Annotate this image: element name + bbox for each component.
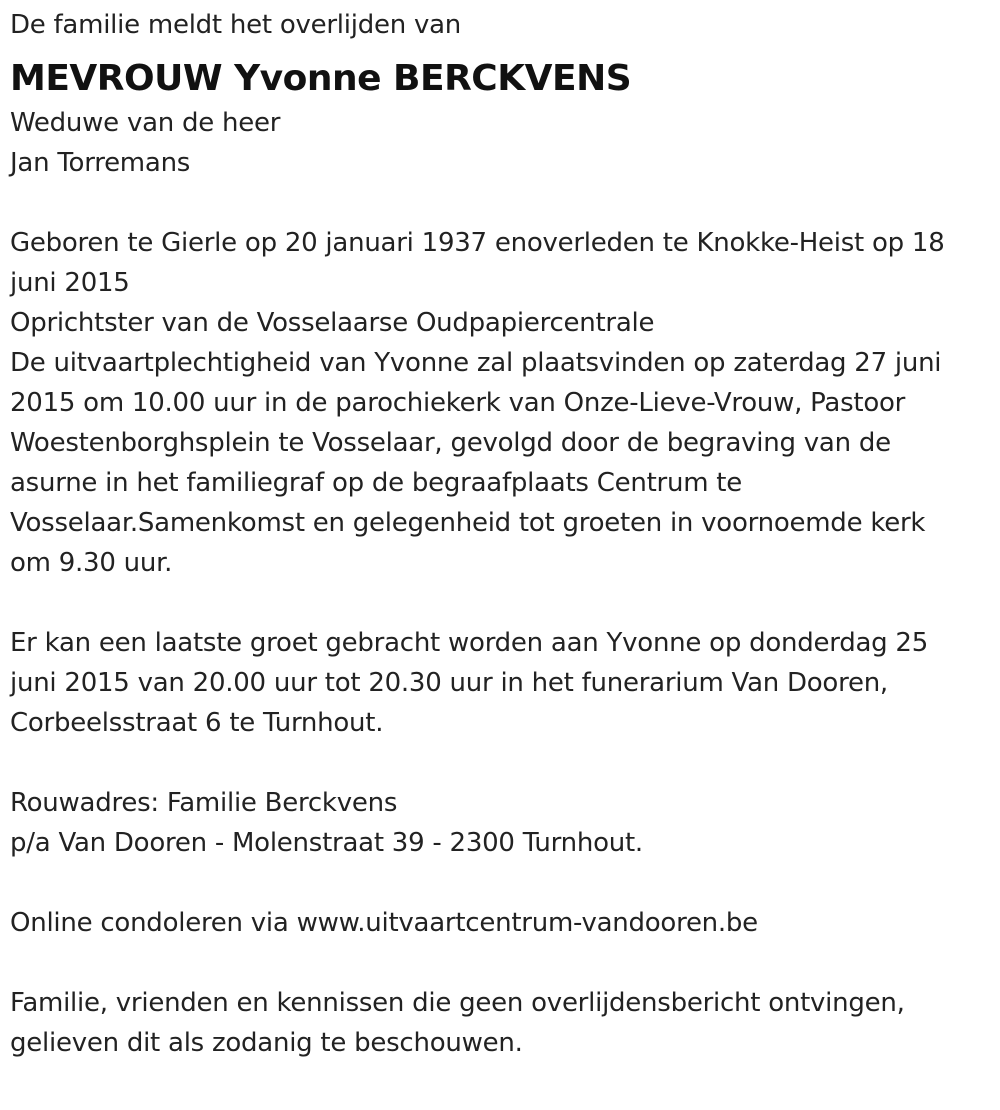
spacer (10, 863, 990, 903)
spacer (10, 583, 990, 623)
closing-line-1: Familie, vrienden en kennissen die geen overlijdensbericht ontvingen, (10, 988, 905, 1018)
deceased-name: MEVROUW Yvonne BERCKVENS (10, 58, 632, 99)
funeral-line-5: Vosselaar.Samenkomst en gelegenheid tot groeten in voornoemde kerk (10, 508, 926, 538)
visitation-line-3: Corbeelsstraat 6 te Turnhout. (10, 708, 384, 738)
birth-death-line-1: Geboren te Gierle op 20 januari 1937 enoverleden te Knokke-Heist op 18 (10, 228, 945, 258)
spouse-line-2: Jan Torremans (10, 148, 191, 178)
visitation-line-2: juni 2015 van 20.00 uur tot 20.30 uur in het funerarium Van Dooren, (10, 668, 888, 698)
mourning-address-line-2: p/a Van Dooren - Molenstraat 39 - 2300 Turnhout. (10, 828, 643, 858)
mourning-address-block (10, 783, 990, 863)
closing-block (10, 983, 990, 1063)
funeral-line-2: 2015 om 10.00 uur in de parochiekerk van Onze-Lieve-Vrouw, Pastoor (10, 388, 906, 418)
birth-death-block (10, 223, 990, 583)
visitation-line-1: Er kan een laatste groet gebracht worden aan Yvonne op donderdag 25 (10, 628, 929, 658)
spacer (10, 943, 990, 983)
spacer (10, 743, 990, 783)
online-condolences: Online condoleren via www.uitvaartcentrum-vandooren.be (10, 908, 758, 938)
intro-text: De familie meldt het overlijden van (10, 10, 462, 40)
spacer (10, 183, 990, 223)
mourning-address-line-1: Rouwadres: Familie Berckvens (10, 788, 398, 818)
funeral-line-4: asurne in het familiegraf op de begraafplaats Centrum te (10, 468, 742, 498)
closing-line-2: gelieven dit als zodanig te beschouwen. (10, 1028, 523, 1058)
spouse-line-1: Weduwe van de heer (10, 108, 281, 138)
founder-line: Oprichtster van de Vosselaarse Oudpapiercentrale (10, 308, 655, 338)
funeral-line-3: Woestenborghsplein te Vosselaar, gevolgd door de begraving van de (10, 428, 891, 458)
birth-death-line-2: juni 2015 (10, 268, 130, 298)
spouse-block (10, 103, 990, 183)
funeral-line-1: De uitvaartplechtigheid van Yvonne zal plaatsvinden op zaterdag 27 juni (10, 348, 942, 378)
visitation-block (10, 623, 990, 743)
funeral-line-6: om 9.30 uur. (10, 548, 173, 578)
